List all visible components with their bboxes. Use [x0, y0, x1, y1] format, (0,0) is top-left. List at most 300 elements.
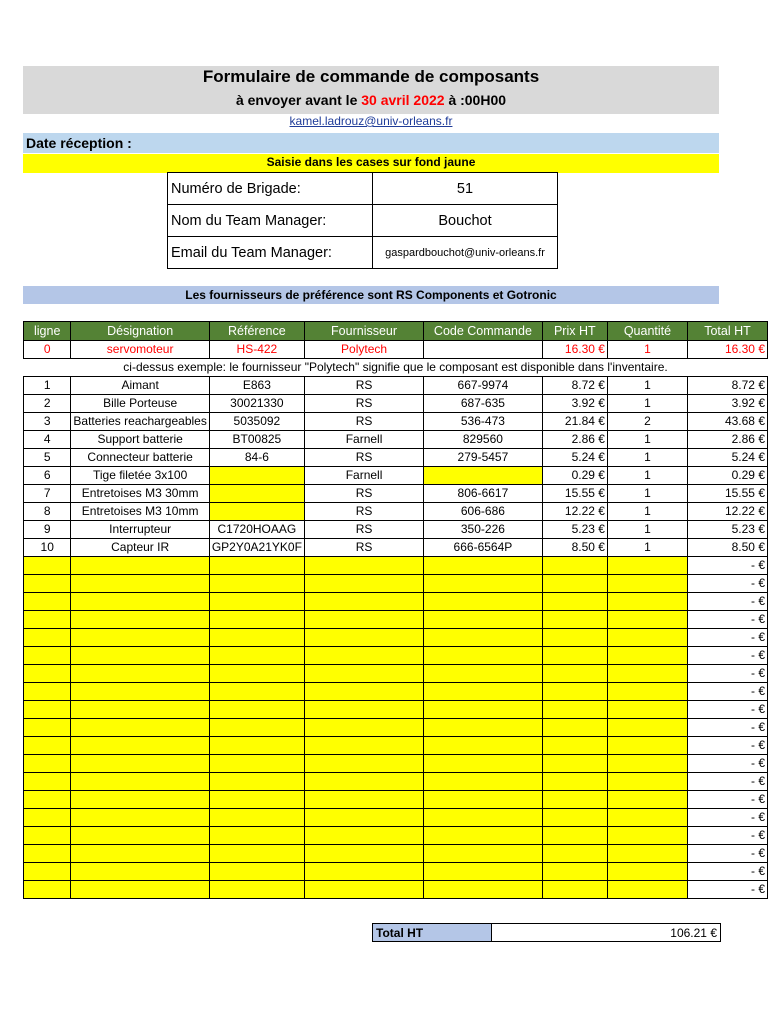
cell-code[interactable]	[424, 611, 542, 629]
cell-quantite[interactable]: 1	[607, 449, 687, 467]
cell-fournisseur[interactable]	[304, 737, 423, 755]
cell-designation[interactable]	[71, 719, 209, 737]
cell-total: - €	[687, 647, 767, 665]
cell-designation[interactable]	[71, 647, 209, 665]
empty-input-row	[24, 863, 768, 881]
empty-input-row	[24, 719, 768, 737]
cell-quantite: 1	[607, 341, 687, 359]
cell-prix[interactable]	[542, 755, 607, 773]
cell-ligne[interactable]	[24, 755, 71, 773]
cell-ligne[interactable]	[24, 809, 71, 827]
empty-input-row	[24, 791, 768, 809]
empty-input-row	[24, 593, 768, 611]
cell-code[interactable]	[424, 575, 542, 593]
cell-reference: HS-422	[209, 341, 304, 359]
instruction-banner: Saisie dans les cases sur fond jaune	[23, 154, 719, 173]
cell-quantite[interactable]	[607, 845, 687, 863]
cell-code[interactable]	[424, 701, 542, 719]
cell-code[interactable]: 687-635	[424, 395, 542, 413]
cell-code[interactable]: 666-6564P	[424, 539, 542, 557]
cell-designation[interactable]	[71, 791, 209, 809]
cell-total: 3.92 €	[687, 395, 767, 413]
cell-quantite[interactable]	[607, 881, 687, 899]
info-row-manager	[168, 205, 558, 237]
cell-prix[interactable]: 8.72 €	[542, 377, 607, 395]
empty-input-row	[24, 701, 768, 719]
empty-input-row	[24, 683, 768, 701]
cell-total: 15.55 €	[687, 485, 767, 503]
cell-designation[interactable]: Connecteur batterie	[71, 449, 209, 467]
cell-ligne[interactable]	[24, 845, 71, 863]
cell-designation[interactable]: Tige filetée 3x100	[71, 467, 209, 485]
cell-total: - €	[687, 737, 767, 755]
cell-total: - €	[687, 575, 767, 593]
cell-code[interactable]	[424, 881, 542, 899]
cell-quantite[interactable]	[607, 557, 687, 575]
cell-reference[interactable]	[209, 701, 304, 719]
cell-code[interactable]	[424, 863, 542, 881]
cell-designation[interactable]	[71, 683, 209, 701]
example-note-row	[24, 359, 768, 377]
cell-total: - €	[687, 701, 767, 719]
cell-prix[interactable]: 3.92 €	[542, 395, 607, 413]
cell-prix[interactable]: 5.23 €	[542, 521, 607, 539]
cell-reference[interactable]	[209, 827, 304, 845]
cell-prix[interactable]: 15.55 €	[542, 485, 607, 503]
cell-total: 5.24 €	[687, 449, 767, 467]
cell-prix[interactable]	[542, 665, 607, 683]
cell-ligne[interactable]	[24, 665, 71, 683]
table-row	[24, 485, 768, 503]
cell-code[interactable]	[424, 809, 542, 827]
cell-prix[interactable]	[542, 629, 607, 647]
cell-ligne[interactable]	[24, 701, 71, 719]
cell-fournisseur[interactable]	[304, 719, 423, 737]
cell-reference[interactable]	[209, 881, 304, 899]
cell-code[interactable]: 667-9974	[424, 377, 542, 395]
cell-reference[interactable]	[209, 719, 304, 737]
cell-ligne[interactable]	[24, 557, 71, 575]
example-row	[24, 341, 768, 359]
cell-ligne[interactable]	[24, 629, 71, 647]
cell-designation[interactable]	[71, 737, 209, 755]
cell-reference[interactable]	[209, 809, 304, 827]
order-table	[23, 321, 768, 899]
deadline-date: 30 avril 2022	[361, 92, 445, 108]
cell-quantite[interactable]	[607, 737, 687, 755]
table-row	[24, 521, 768, 539]
team-info-table	[167, 172, 558, 269]
cell-code[interactable]	[424, 593, 542, 611]
manager-email-value[interactable]: gaspardbouchot@univ-orleans.fr	[373, 237, 558, 269]
cell-total: - €	[687, 665, 767, 683]
contact-email-link[interactable]: kamel.ladrouz@univ-orleans.fr	[289, 114, 453, 128]
cell-fournisseur[interactable]	[304, 881, 423, 899]
cell-total: 43.68 €	[687, 413, 767, 431]
cell-code[interactable]: 829560	[424, 431, 542, 449]
cell-quantite[interactable]: 1	[607, 377, 687, 395]
cell-quantite[interactable]: 2	[607, 413, 687, 431]
empty-input-row	[24, 647, 768, 665]
cell-quantite[interactable]	[607, 647, 687, 665]
cell-quantite[interactable]	[607, 719, 687, 737]
cell-reference[interactable]	[209, 629, 304, 647]
col-header-fournisseur: Fournisseur	[304, 322, 423, 341]
table-row	[24, 395, 768, 413]
cell-fournisseur[interactable]: Farnell	[304, 431, 423, 449]
cell-quantite[interactable]	[607, 629, 687, 647]
cell-designation[interactable]	[71, 701, 209, 719]
cell-total: - €	[687, 755, 767, 773]
cell-ligne[interactable]	[24, 827, 71, 845]
cell-total: - €	[687, 827, 767, 845]
cell-code[interactable]: 606-686	[424, 503, 542, 521]
cell-reference[interactable]	[209, 611, 304, 629]
cell-total: - €	[687, 809, 767, 827]
cell-total: - €	[687, 557, 767, 575]
cell-reference[interactable]	[209, 485, 304, 503]
table-row	[24, 539, 768, 557]
cell-ligne: 10	[24, 539, 71, 557]
cell-designation[interactable]	[71, 665, 209, 683]
cell-reference[interactable]	[209, 737, 304, 755]
cell-ligne[interactable]	[24, 683, 71, 701]
cell-total: - €	[687, 719, 767, 737]
cell-fournisseur[interactable]	[304, 863, 423, 881]
cell-designation[interactable]: Interrupteur	[71, 521, 209, 539]
cell-designation[interactable]	[71, 755, 209, 773]
cell-quantite[interactable]	[607, 773, 687, 791]
deadline-suffix: à :00H00	[448, 92, 507, 108]
cell-quantite[interactable]: 1	[607, 521, 687, 539]
col-header-total-ht: Total HT	[687, 322, 767, 341]
cell-fournisseur[interactable]	[304, 575, 423, 593]
cell-total: 8.72 €	[687, 377, 767, 395]
cell-designation[interactable]	[71, 611, 209, 629]
cell-prix[interactable]: 2.86 €	[542, 431, 607, 449]
cell-fournisseur[interactable]	[304, 845, 423, 863]
cell-reference[interactable]	[209, 503, 304, 521]
cell-designation[interactable]	[71, 845, 209, 863]
cell-code[interactable]	[424, 557, 542, 575]
table-row	[24, 431, 768, 449]
cell-fournisseur[interactable]	[304, 701, 423, 719]
cell-reference[interactable]: GP2Y0A21YK0F	[209, 539, 304, 557]
manager-email-label: Email du Team Manager:	[168, 237, 373, 269]
cell-designation[interactable]	[71, 863, 209, 881]
cell-fournisseur: Polytech	[304, 341, 423, 359]
cell-code[interactable]	[424, 845, 542, 863]
table-header-row	[24, 322, 768, 341]
empty-input-row	[24, 755, 768, 773]
cell-ligne[interactable]	[24, 863, 71, 881]
page-title: Formulaire de commande de composants	[202, 67, 540, 86]
cell-fournisseur[interactable]: RS	[304, 377, 423, 395]
cell-ligne[interactable]	[24, 773, 71, 791]
cell-designation[interactable]	[71, 809, 209, 827]
cell-prix[interactable]	[542, 791, 607, 809]
cell-fournisseur[interactable]	[304, 791, 423, 809]
cell-quantite[interactable]	[607, 863, 687, 881]
cell-total: 2.86 €	[687, 431, 767, 449]
cell-code[interactable]: 536-473	[424, 413, 542, 431]
cell-reference[interactable]	[209, 557, 304, 575]
cell-reference[interactable]: E863	[209, 377, 304, 395]
cell-code[interactable]	[424, 683, 542, 701]
cell-prix[interactable]	[542, 773, 607, 791]
cell-prix[interactable]	[542, 683, 607, 701]
empty-input-row	[24, 809, 768, 827]
cell-code[interactable]	[424, 755, 542, 773]
cell-ligne[interactable]	[24, 881, 71, 899]
cell-prix[interactable]	[542, 809, 607, 827]
cell-designation[interactable]: Bille Porteuse	[71, 395, 209, 413]
table-row	[24, 377, 768, 395]
col-header-quantite: Quantité	[607, 322, 687, 341]
cell-reference[interactable]	[209, 791, 304, 809]
cell-reference[interactable]	[209, 575, 304, 593]
cell-quantite[interactable]	[607, 593, 687, 611]
example-note: ci-dessus exemple: le fournisseur "Polytech" signifie que le composant est disponible dans l'inventaire.	[24, 359, 768, 377]
empty-input-row	[24, 881, 768, 899]
cell-prix[interactable]	[542, 827, 607, 845]
cell-total: - €	[687, 845, 767, 863]
cell-fournisseur[interactable]: RS	[304, 503, 423, 521]
info-row-brigade	[168, 173, 558, 205]
cell-prix[interactable]: 8.50 €	[542, 539, 607, 557]
brigade-label: Numéro de Brigade:	[168, 173, 373, 205]
col-header-prix-ht: Prix HT	[542, 322, 607, 341]
cell-quantite[interactable]: 1	[607, 467, 687, 485]
cell-ligne[interactable]	[24, 791, 71, 809]
cell-reference[interactable]	[209, 845, 304, 863]
cell-prix[interactable]	[542, 557, 607, 575]
cell-prix[interactable]	[542, 881, 607, 899]
cell-fournisseur[interactable]	[304, 809, 423, 827]
col-header-reference: Référence	[209, 322, 304, 341]
cell-designation[interactable]	[71, 557, 209, 575]
cell-prix[interactable]	[542, 863, 607, 881]
cell-designation[interactable]: Capteur IR	[71, 539, 209, 557]
cell-quantite[interactable]	[607, 575, 687, 593]
cell-fournisseur[interactable]	[304, 755, 423, 773]
cell-prix: 16.30 €	[542, 341, 607, 359]
cell-ligne: 4	[24, 431, 71, 449]
deadline-prefix: à envoyer avant le	[235, 92, 358, 108]
cell-fournisseur[interactable]	[304, 827, 423, 845]
cell-prix[interactable]: 0.29 €	[542, 467, 607, 485]
cell-prix[interactable]	[542, 701, 607, 719]
cell-quantite[interactable]: 1	[607, 485, 687, 503]
cell-prix[interactable]	[542, 719, 607, 737]
cell-quantite[interactable]	[607, 755, 687, 773]
cell-fournisseur[interactable]: RS	[304, 395, 423, 413]
empty-input-row	[24, 773, 768, 791]
cell-total: 16.30 €	[687, 341, 767, 359]
cell-fournisseur[interactable]: RS	[304, 413, 423, 431]
cell-total: - €	[687, 683, 767, 701]
cell-code[interactable]: 350-226	[424, 521, 542, 539]
cell-code[interactable]	[424, 791, 542, 809]
cell-prix[interactable]	[542, 593, 607, 611]
cell-total: 12.22 €	[687, 503, 767, 521]
cell-fournisseur[interactable]	[304, 593, 423, 611]
cell-prix[interactable]	[542, 575, 607, 593]
cell-reference[interactable]: 5035092	[209, 413, 304, 431]
cell-designation[interactable]	[71, 629, 209, 647]
cell-quantite[interactable]	[607, 827, 687, 845]
col-header-ligne: ligne	[24, 322, 71, 341]
grand-total-value: 106.21 €	[492, 924, 721, 942]
cell-fournisseur[interactable]	[304, 557, 423, 575]
empty-input-row	[24, 827, 768, 845]
cell-ligne: 8	[24, 503, 71, 521]
cell-quantite[interactable]	[607, 791, 687, 809]
cell-designation[interactable]	[71, 881, 209, 899]
cell-code[interactable]	[424, 467, 542, 485]
cell-designation[interactable]	[71, 827, 209, 845]
cell-ligne[interactable]	[24, 575, 71, 593]
info-row-email	[168, 237, 558, 269]
manager-value[interactable]: Bouchot	[373, 205, 558, 237]
cell-prix[interactable]	[542, 611, 607, 629]
deadline-line	[23, 92, 719, 108]
cell-quantite[interactable]	[607, 611, 687, 629]
empty-input-row	[24, 665, 768, 683]
table-row	[24, 413, 768, 431]
cell-ligne[interactable]	[24, 719, 71, 737]
cell-reference[interactable]	[209, 593, 304, 611]
cell-prix[interactable]: 12.22 €	[542, 503, 607, 521]
cell-code[interactable]	[424, 647, 542, 665]
cell-reference[interactable]: BT00825	[209, 431, 304, 449]
table-row	[24, 449, 768, 467]
cell-reference[interactable]	[209, 665, 304, 683]
cell-code[interactable]: 279-5457	[424, 449, 542, 467]
cell-quantite[interactable]: 1	[607, 539, 687, 557]
cell-total: - €	[687, 863, 767, 881]
cell-code[interactable]	[424, 719, 542, 737]
empty-input-row	[24, 611, 768, 629]
cell-total: - €	[687, 773, 767, 791]
cell-reference[interactable]	[209, 755, 304, 773]
grand-total-table	[372, 923, 721, 942]
cell-designation[interactable]: Entretoises M3 10mm	[71, 503, 209, 521]
cell-quantite[interactable]: 1	[607, 395, 687, 413]
cell-ligne: 7	[24, 485, 71, 503]
cell-designation[interactable]	[71, 593, 209, 611]
empty-input-row	[24, 557, 768, 575]
cell-ligne: 3	[24, 413, 71, 431]
cell-total: 0.29 €	[687, 467, 767, 485]
cell-total: 8.50 €	[687, 539, 767, 557]
cell-fournisseur[interactable]: Farnell	[304, 467, 423, 485]
cell-quantite[interactable]	[607, 809, 687, 827]
cell-quantite[interactable]	[607, 665, 687, 683]
cell-code	[424, 341, 542, 359]
cell-fournisseur[interactable]: RS	[304, 521, 423, 539]
table-row	[24, 467, 768, 485]
cell-prix[interactable]	[542, 647, 607, 665]
cell-prix[interactable]: 5.24 €	[542, 449, 607, 467]
cell-code[interactable]	[424, 737, 542, 755]
cell-total: - €	[687, 881, 767, 899]
cell-fournisseur[interactable]	[304, 647, 423, 665]
cell-fournisseur[interactable]: RS	[304, 539, 423, 557]
cell-designation[interactable]: Entretoises M3 30mm	[71, 485, 209, 503]
cell-reference[interactable]: 84-6	[209, 449, 304, 467]
cell-reference[interactable]	[209, 647, 304, 665]
cell-designation[interactable]	[71, 773, 209, 791]
cell-designation[interactable]: Aimant	[71, 377, 209, 395]
cell-reference[interactable]: 30021330	[209, 395, 304, 413]
empty-input-row	[24, 575, 768, 593]
cell-total: - €	[687, 791, 767, 809]
empty-input-row	[24, 845, 768, 863]
empty-input-row	[24, 737, 768, 755]
cell-fournisseur[interactable]	[304, 773, 423, 791]
cell-quantite[interactable]: 1	[607, 431, 687, 449]
cell-ligne: 2	[24, 395, 71, 413]
cell-reference[interactable]	[209, 863, 304, 881]
cell-fournisseur[interactable]	[304, 683, 423, 701]
cell-code[interactable]	[424, 629, 542, 647]
cell-ligne: 6	[24, 467, 71, 485]
col-header-designation: Désignation	[71, 322, 209, 341]
cell-prix[interactable]: 21.84 €	[542, 413, 607, 431]
cell-reference[interactable]	[209, 773, 304, 791]
cell-designation[interactable]: Batteries reachargeables	[71, 413, 209, 431]
cell-reference[interactable]	[209, 683, 304, 701]
cell-code[interactable]	[424, 773, 542, 791]
cell-fournisseur[interactable]	[304, 665, 423, 683]
cell-fournisseur[interactable]: RS	[304, 449, 423, 467]
cell-ligne: 0	[24, 341, 71, 359]
cell-prix[interactable]	[542, 845, 607, 863]
cell-reference[interactable]: C1720HOAAG	[209, 521, 304, 539]
cell-ligne[interactable]	[24, 611, 71, 629]
cell-code[interactable]	[424, 827, 542, 845]
cell-quantite[interactable]	[607, 701, 687, 719]
cell-quantite[interactable]	[607, 683, 687, 701]
cell-ligne[interactable]	[24, 593, 71, 611]
grand-total-row	[373, 924, 721, 942]
cell-quantite[interactable]: 1	[607, 503, 687, 521]
cell-fournisseur[interactable]	[304, 611, 423, 629]
cell-prix[interactable]	[542, 737, 607, 755]
empty-input-row	[24, 629, 768, 647]
date-reception-label: Date réception :	[23, 133, 719, 153]
cell-code[interactable]	[424, 665, 542, 683]
cell-reference[interactable]	[209, 467, 304, 485]
cell-designation: servomoteur	[71, 341, 209, 359]
col-header-code-commande: Code Commande	[424, 322, 542, 341]
cell-total: - €	[687, 593, 767, 611]
cell-total: - €	[687, 611, 767, 629]
cell-ligne[interactable]	[24, 737, 71, 755]
cell-total: 5.23 €	[687, 521, 767, 539]
table-row	[24, 503, 768, 521]
cell-fournisseur[interactable]: RS	[304, 485, 423, 503]
cell-designation[interactable]: Support batterie	[71, 431, 209, 449]
cell-designation[interactable]	[71, 575, 209, 593]
brigade-value[interactable]: 51	[373, 173, 558, 205]
cell-code[interactable]: 806-6617	[424, 485, 542, 503]
manager-label: Nom du Team Manager:	[168, 205, 373, 237]
cell-ligne[interactable]	[24, 647, 71, 665]
cell-fournisseur[interactable]	[304, 629, 423, 647]
cell-ligne: 5	[24, 449, 71, 467]
